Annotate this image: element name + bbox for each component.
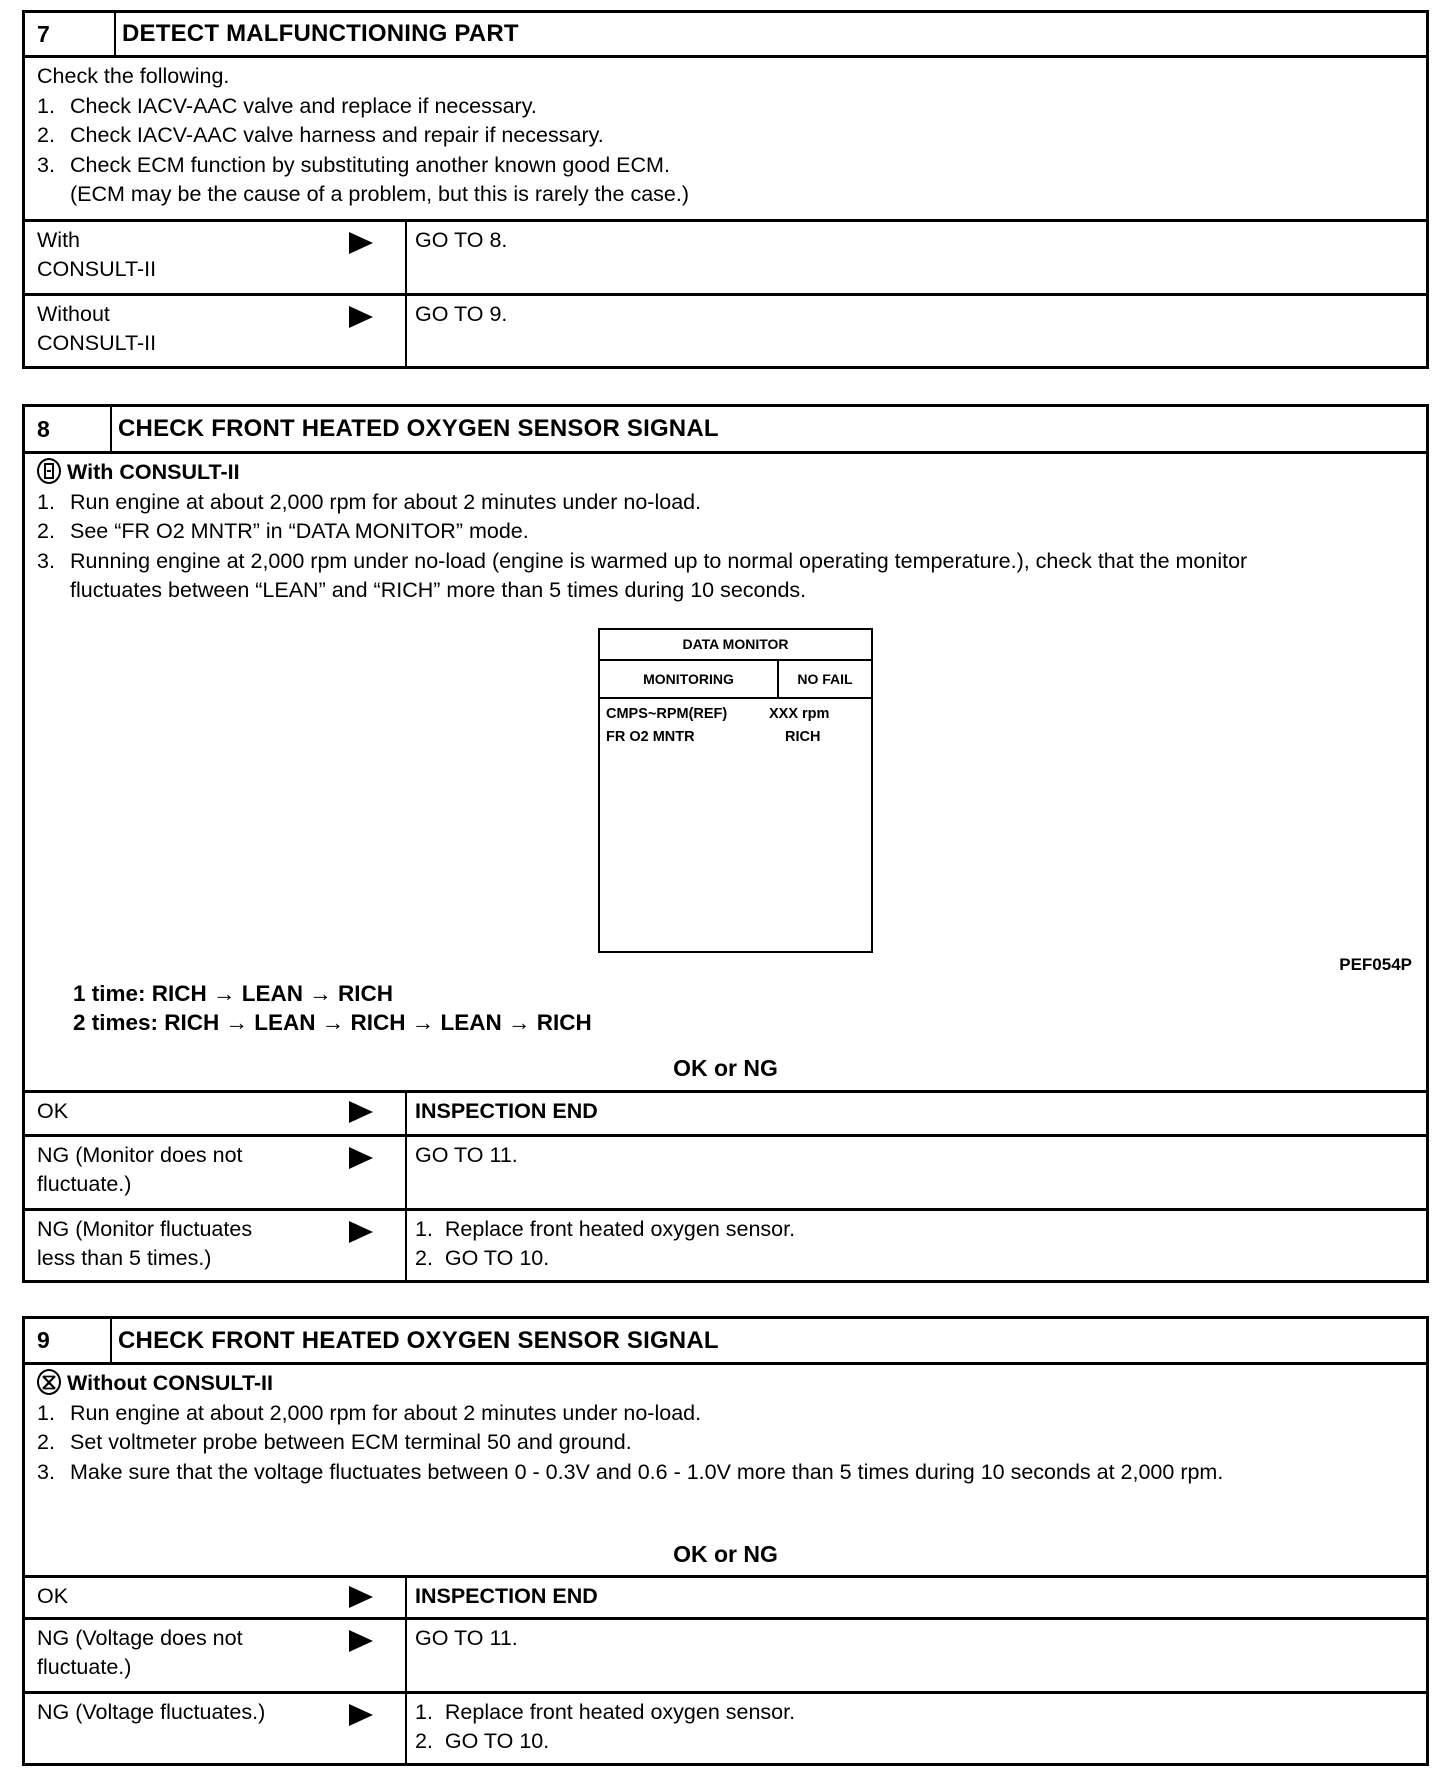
monitor-item-value: RICH (785, 729, 821, 745)
instruction-item: 1. Check IACV-AAC valve and replace if necessary. (37, 93, 537, 118)
result-condition: Without CONSULT-II (25, 296, 407, 369)
instruction-item: 2. Check IACV-AAC valve harness and repair if necessary. (37, 123, 604, 147)
step-number: 7 (25, 13, 116, 55)
step-7-header (25, 13, 1426, 58)
sequence-1-time: 1 time: RICH → LEAN → RICH (73, 981, 394, 1006)
result-action[interactable]: GO TO 8. (415, 228, 508, 252)
mode-label: With CONSULT-II (37, 458, 1414, 488)
result-condition: NG (Monitor does not fluctuate.) (25, 1137, 407, 1209)
no-fail-label: NO FAIL (797, 671, 853, 687)
result-row-ng (25, 1208, 1426, 1280)
step-title: CHECK FRONT HEATED OXYGEN SENSOR SIGNAL (118, 1326, 719, 1354)
arrow-right-icon (349, 1147, 373, 1169)
data-monitor-status (600, 661, 871, 699)
step-7-box (22, 10, 1429, 369)
monitor-item-value: XXX rpm (769, 706, 830, 722)
step-9-header (25, 1319, 1426, 1365)
instruction-item: 3. Make sure that the voltage fluctuates between 0 - 0.3V and 0.6 - 1.0V more than 5 times during 10 seconds at 2,000 rpm. (37, 1459, 1224, 1484)
step-9-box (22, 1316, 1429, 1766)
ok-or-ng-title: OK or NG (673, 1541, 778, 1567)
result-row (25, 293, 1426, 369)
step-8-box (22, 404, 1429, 1283)
instruction-item: 1. Run engine at about 2,000 rpm for about 2 minutes under no-load. (37, 1400, 702, 1425)
instruction-item: 3. Running engine at 2,000 rpm under no-load (engine is warmed up to normal operating temperature.), check that the monitor fluctuates between “LEAN” and “RICH” more than 5 times during 10 seconds. (37, 548, 1248, 602)
arrow-right-icon (349, 306, 373, 328)
result-condition: NG (Voltage fluctuates.) (25, 1694, 407, 1763)
step-title: DETECT MALFUNCTIONING PART (122, 20, 519, 47)
arrow-right-icon (349, 1630, 373, 1652)
step-7-instructions (37, 62, 1414, 210)
monitor-item-name: CMPS~RPM(REF) (606, 706, 728, 722)
result-action[interactable]: GO TO 9. (415, 302, 508, 326)
result-action[interactable]: 1. Replace front heated oxygen sensor. 2. GO TO 10. (415, 1700, 796, 1753)
step-8-instructions (37, 458, 1414, 606)
result-action[interactable]: GO TO 11. (415, 1143, 518, 1167)
intro-text: Check the following. (37, 64, 230, 88)
data-monitor-figure (598, 628, 873, 953)
result-condition: NG (Monitor fluctuates less than 5 times.) (25, 1211, 407, 1280)
step-9-instructions (37, 1369, 1414, 1487)
instruction-item: 3. Check ECM function by substituting another known good ECM. (37, 152, 670, 177)
step-number: 8 (25, 407, 112, 451)
result-action[interactable]: INSPECTION END (415, 1099, 598, 1123)
consult-ii-icon (37, 458, 61, 484)
result-condition: NG (Voltage does not fluctuate.) (25, 1620, 407, 1692)
ok-or-ng-title: OK or NG (673, 1055, 778, 1081)
data-monitor-title: DATA MONITOR (600, 630, 871, 661)
result-action[interactable]: GO TO 11. (415, 1626, 518, 1650)
instruction-item: 1. Run engine at about 2,000 rpm for about 2 minutes under no-load. (37, 489, 702, 514)
arrow-right-icon (349, 1586, 373, 1608)
result-row-ok (25, 1090, 1426, 1135)
step-number: 9 (25, 1319, 112, 1362)
without-consult-ii-icon: ⧖ (37, 1369, 61, 1395)
result-condition: OK (25, 1578, 407, 1618)
step-title: CHECK FRONT HEATED OXYGEN SENSOR SIGNAL (118, 415, 719, 442)
result-condition: With CONSULT-II (25, 222, 407, 294)
sequence-2-times: 2 times: RICH → LEAN → RICH → LEAN → RICH (73, 1010, 592, 1035)
result-action[interactable]: 1. Replace front heated oxygen sensor. 2. GO TO 10. (415, 1217, 796, 1270)
result-row-ng (25, 1134, 1426, 1209)
instruction-item: 2. Set voltmeter probe between ECM terminal 50 and ground. (37, 1430, 632, 1454)
result-row-ng (25, 1691, 1426, 1763)
figure-label: PEF054P (1339, 955, 1412, 974)
arrow-right-icon (349, 1221, 373, 1243)
mode-label: ⧖ Without CONSULT-II (37, 1369, 1414, 1399)
result-row (25, 219, 1426, 294)
arrow-right-icon (349, 1704, 373, 1726)
result-action[interactable]: INSPECTION END (415, 1584, 598, 1608)
monitor-item-name: FR O2 MNTR (606, 729, 695, 745)
result-row-ng (25, 1617, 1426, 1692)
arrow-right-icon (349, 1101, 373, 1123)
instruction-note: (ECM may be the cause of a problem, but this is rarely the case.) (70, 182, 689, 206)
result-condition: OK (25, 1093, 407, 1135)
monitoring-label: MONITORING (600, 661, 779, 697)
result-row-ok (25, 1575, 1426, 1618)
instruction-item: 2. See “FR O2 MNTR” in “DATA MONITOR” mode. (37, 519, 529, 543)
arrow-right-icon (349, 232, 373, 254)
step-8-header (25, 407, 1426, 454)
